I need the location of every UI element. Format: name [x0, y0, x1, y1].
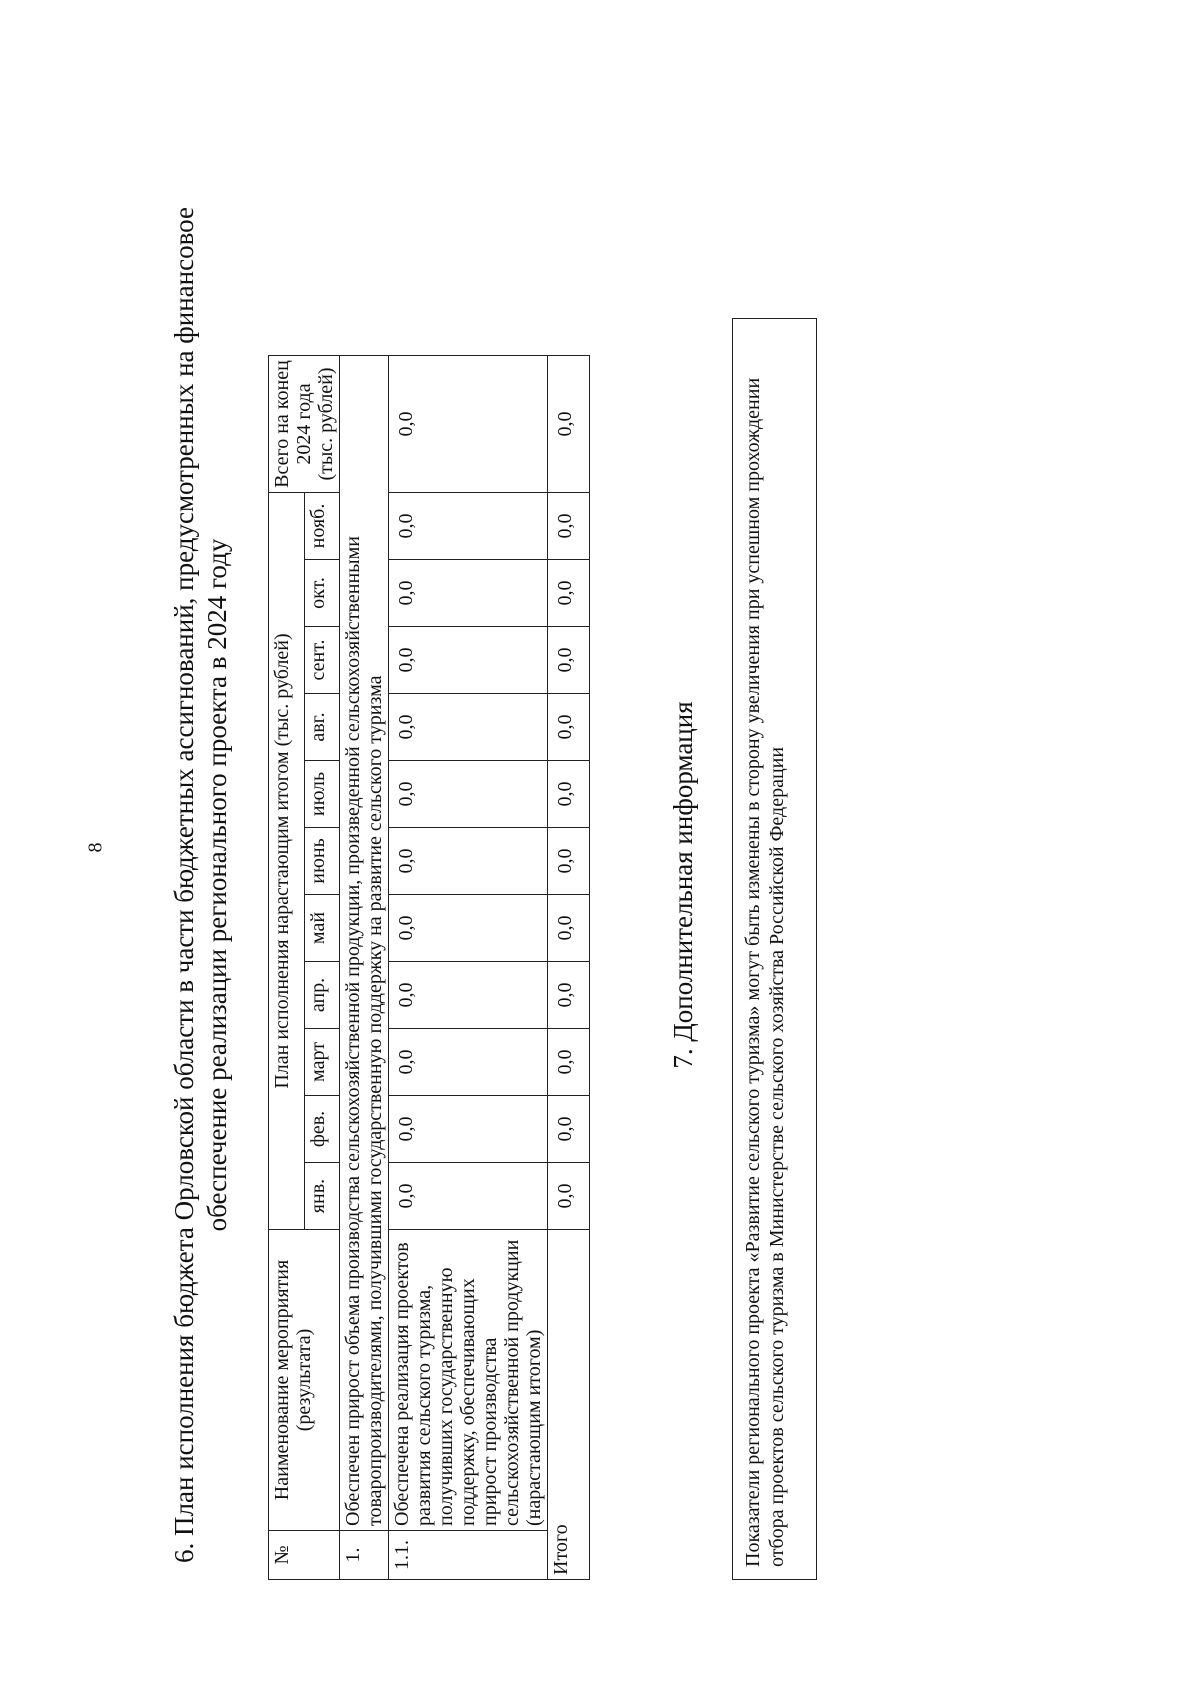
value-cell: 0,0 — [548, 761, 590, 828]
value-cell: 0,0 — [389, 627, 548, 694]
value-cell: 0,0 — [548, 627, 590, 694]
section-6-title-line1: 6. План исполнения бюджета Орловской области в части бюджетных ассигнований, предусмотренных на финансовое — [169, 207, 199, 1563]
row-no: 1.1. — [389, 1531, 548, 1580]
value-cell: 0,0 — [389, 560, 548, 627]
table-total-row — [548, 356, 590, 1580]
section-6-title-line2: обеспечение реализации регионального проекта в 2024 году — [202, 538, 232, 1232]
value-cell: 0,0 — [389, 493, 548, 560]
additional-info-box: Показатели регионального проекта «Развитие сельского туризма» могут быть изменены в сторону увеличения при успешном прохождении отбора проектов сельского туризма в Министерстве сельского хозяйства Российской Федерации — [732, 318, 817, 1580]
month-header: авг. — [304, 694, 340, 761]
month-header: нояб. — [304, 493, 340, 560]
row-name: Обеспечена реализация проектов развития сельского туризма, получивших государственную поддержку, обеспечивающих прирост производства сельскохозяйственной продукции (нарастающим итогом) — [389, 1230, 548, 1531]
month-header: сент. — [304, 627, 340, 694]
month-header: фев. — [304, 1096, 340, 1163]
value-cell: 0,0 — [548, 1029, 590, 1096]
value-cell: 0,0 — [548, 828, 590, 895]
table-row — [389, 356, 548, 1580]
value-cell: 0,0 — [548, 1096, 590, 1163]
month-header: окт. — [304, 560, 340, 627]
section-7-title: 7. Дополнительная информация — [668, 701, 698, 1069]
value-cell: 0,0 — [389, 761, 548, 828]
value-cell: 0,0 — [389, 828, 548, 895]
total-label: Итого — [548, 1230, 590, 1580]
section-6-title — [168, 135, 234, 1635]
total-cell: 0,0 — [389, 356, 548, 493]
value-cell: 0,0 — [389, 1096, 548, 1163]
value-cell: 0,0 — [389, 895, 548, 962]
month-header: май — [304, 895, 340, 962]
header-name: Наименование мероприятия (результата) — [269, 1230, 340, 1531]
header-plan: План исполнения нарастающим итогом (тыс. рублей) — [269, 493, 305, 1230]
row-goal-text: Обеспечен прирост объема производства сельскохозяйственной продукции, произведенной сельскохозяйственными товаропроизводителями, получившими государственную поддержку на развитие сельского туризма — [340, 356, 389, 1531]
value-cell: 0,0 — [548, 895, 590, 962]
budget-plan-table — [268, 355, 590, 1580]
month-header: март — [304, 1029, 340, 1096]
rotated-content — [168, 135, 1068, 1635]
header-no: № — [269, 1531, 340, 1580]
row-no: 1. — [340, 1531, 389, 1580]
value-cell: 0,0 — [548, 560, 590, 627]
month-header: июнь — [304, 828, 340, 895]
month-header: июль — [304, 761, 340, 828]
month-header: янв. — [304, 1163, 340, 1230]
header-total: Всего на конец 2024 года (тыс. рублей) — [269, 356, 340, 493]
month-header: апр. — [304, 962, 340, 1029]
value-cell: 0,0 — [389, 1163, 548, 1230]
value-cell: 0,0 — [389, 1029, 548, 1096]
value-cell: 0,0 — [389, 694, 548, 761]
value-cell: 0,0 — [548, 493, 590, 560]
table-row — [340, 356, 389, 1580]
value-cell: 0,0 — [548, 1163, 590, 1230]
value-cell: 0,0 — [548, 694, 590, 761]
value-cell: 0,0 — [548, 962, 590, 1029]
page-number: 8 — [84, 842, 107, 853]
table-header-row — [269, 356, 305, 1580]
value-cell: 0,0 — [389, 962, 548, 1029]
total-cell: 0,0 — [548, 356, 590, 493]
